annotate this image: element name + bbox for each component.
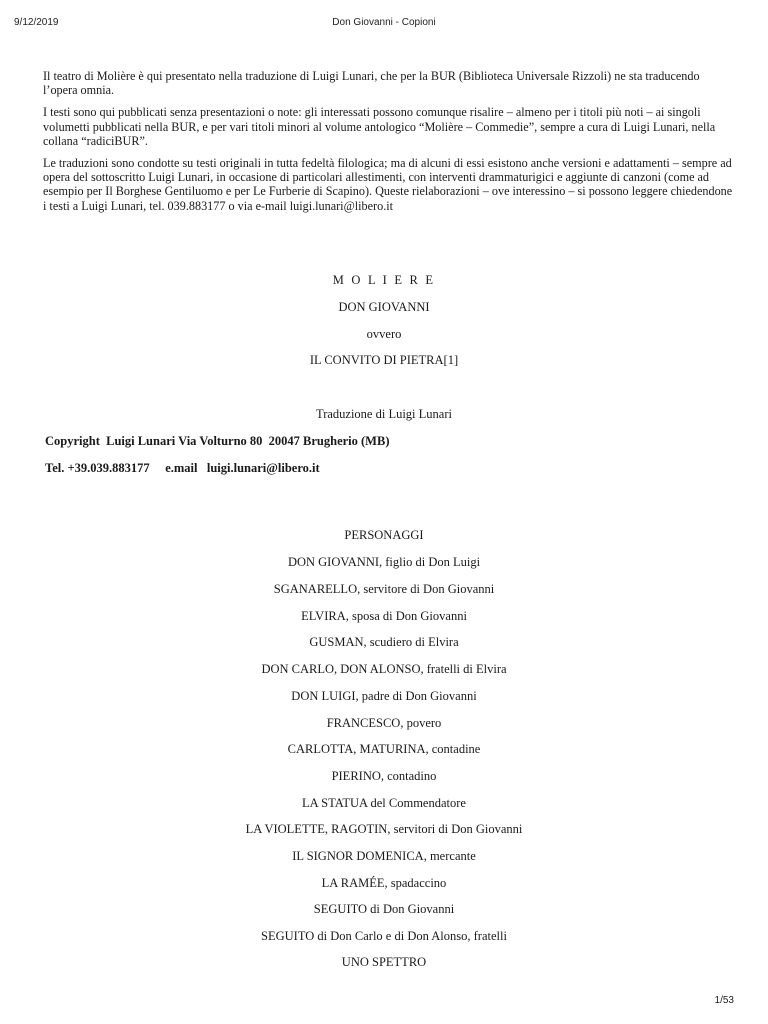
character-item: SEGUITO di Don Giovanni <box>313 902 455 916</box>
character-item: SGANARELLO, servitore di Don Giovanni <box>273 582 495 596</box>
ovvero-text: ovvero <box>366 327 402 341</box>
page-number: 1/53 <box>714 995 734 1006</box>
character-item: ELVIRA, sposa di Don Giovanni <box>301 609 467 623</box>
character-item: CARLOTTA, MATURINA, contadine <box>287 742 481 756</box>
character-item: PIERINO, contadino <box>331 769 437 783</box>
character-item: DON GIOVANNI, figlio di Don Luigi <box>287 555 481 569</box>
intro-paragraph: Il teatro di Molière è qui presentato nella traduzione di Luigi Lunari, che per la BUR (Biblioteca Universale Rizzoli) ne sta traducendo l’opera omnia. <box>43 69 700 98</box>
translation-credit: Traduzione di Luigi Lunari <box>316 407 452 421</box>
print-title: Don Giovanni - Copioni <box>332 17 436 28</box>
play-subtitle: IL CONVITO DI PIETRA[1] <box>309 353 459 367</box>
author-name: M O L I E R E <box>332 273 436 287</box>
intro-paragraph: Le traduzioni sono condotte su testi originali in tutta fedeltà filologica; ma di alcuni di essi esistono anche versioni e adattamenti – sempre ad opera del sottoscritto Luigi Lunari, in occasione di particolari allestimenti, con interventi drammaturigici e aggiunte di canzoni (come ad esempio per Il Borghese Gentiluomo e per Le Furberie di Scapino). Queste rielaborazioni – ove interessino – si possono leggere chiedendone i testi a Luigi Lunari, tel. 039.883177 o via e-mail luigi.lunari@libero.it <box>43 156 733 213</box>
character-item: LA VIOLETTE, RAGOTIN, servitori di Don Giovanni <box>245 822 523 836</box>
character-item: DON CARLO, DON ALONSO, fratelli di Elvira <box>261 662 507 676</box>
character-item: IL SIGNOR DOMENICA, mercante <box>292 849 476 863</box>
character-item: DON LUIGI, padre di Don Giovanni <box>291 689 477 703</box>
play-title: DON GIOVANNI <box>338 300 430 314</box>
print-date: 9/12/2019 <box>14 17 59 28</box>
character-item: UNO SPETTRO <box>341 955 427 969</box>
character-item: LA STATUA del Commendatore <box>302 796 466 810</box>
character-item: LA RAMÉE, spadaccino <box>321 876 447 890</box>
intro-paragraph: I testi sono qui pubblicati senza presentazioni o note: gli interessati possono comunque risalire – almeno per i titoli più noti – ai singoli volumetti pubblicati nella BUR, e per vari titoli minori al volume antologico “Molière – Commedie”, sempre a cura di Luigi Lunari, nella collana “radiciBUR”. <box>43 105 716 148</box>
contact-line: Tel. +39.039.883177 e.mail luigi.lunari@libero.it <box>45 461 320 475</box>
character-item: FRANCESCO, povero <box>326 716 442 730</box>
character-item: GUSMAN, scudiero di Elvira <box>309 635 459 649</box>
copyright-line: Copyright Luigi Lunari Via Volturno 80 20047 Brugherio (MB) <box>45 434 390 448</box>
character-item: SEGUITO di Don Carlo e di Don Alonso, fratelli <box>261 929 507 943</box>
intro-section <box>43 69 733 221</box>
personaggi-heading: PERSONAGGI <box>344 528 424 542</box>
